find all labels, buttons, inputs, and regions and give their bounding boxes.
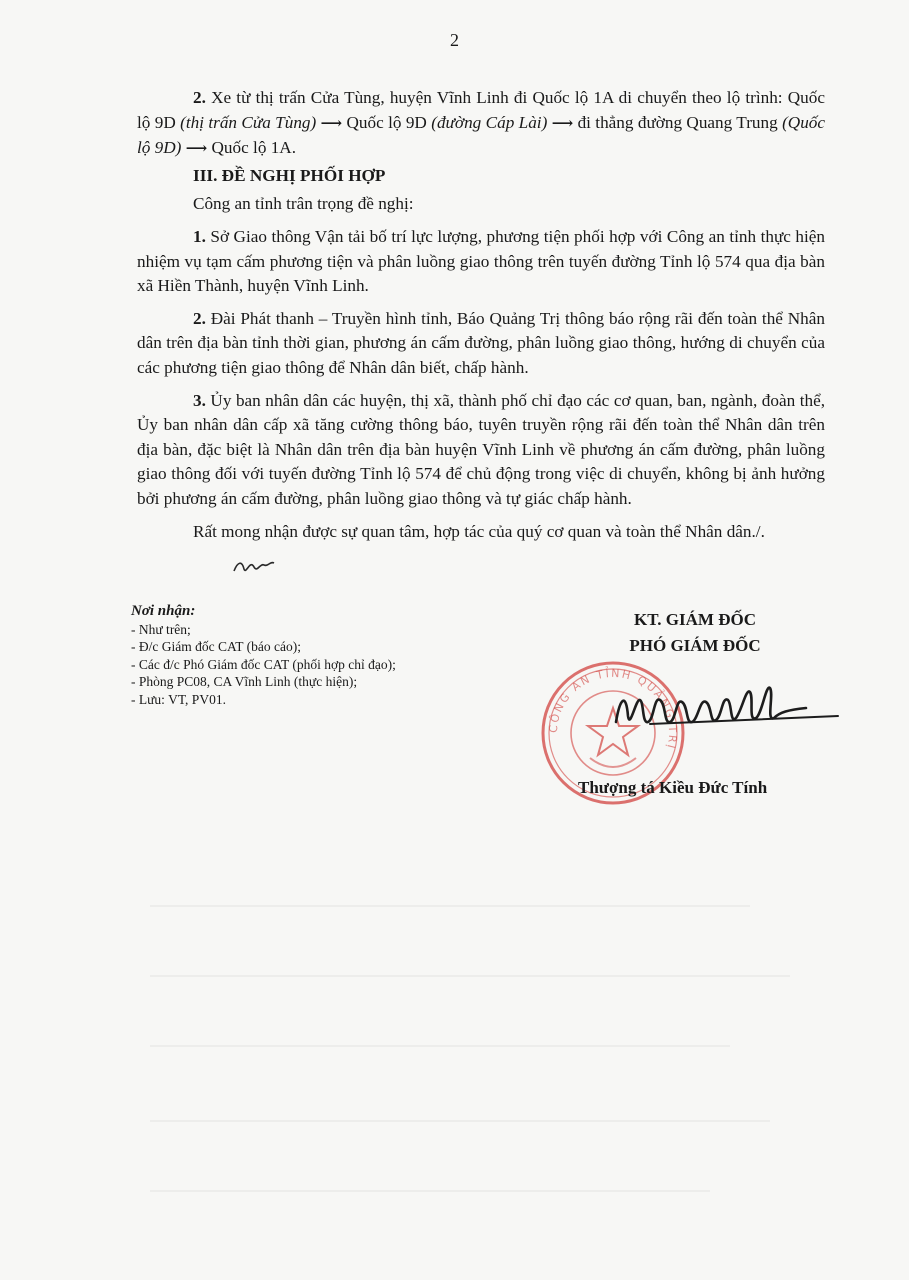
show-through-line [150, 1045, 730, 1047]
signer-name: Thượng tá Kiều Đức Tính [578, 778, 768, 797]
show-through-line [150, 1120, 770, 1122]
request-item-text: Sở Giao thông Vận tải bố trí lực lượng, phương tiện phối hợp với Công an tỉnh thực hiện nhiệm vụ tạm cấm phương tiện và phân luồng giao thông trên tuyến đường Tỉnh lộ 574 qua địa bàn xã Hiền Thành, huyện Vĩnh Linh. [137, 226, 825, 296]
page-number: 2 [450, 30, 459, 50]
route-italic-3: (Quốc lộ 9D) [137, 112, 826, 158]
route-italic-2: (đường Cáp Lài) [431, 112, 548, 132]
request-item [137, 389, 825, 512]
recipient-item: - Lưu: VT, PV01. [131, 691, 226, 707]
route-text-2: Quốc lộ 9D [342, 112, 432, 132]
route-paragraph [137, 86, 825, 162]
show-through-line [150, 905, 750, 907]
document-body [137, 86, 825, 544]
route-number: 2. [193, 88, 206, 107]
section-intro: Công an tỉnh trân trọng đề nghị: [193, 194, 414, 214]
recipient-item: - Các đ/c Phó Giám đốc CAT (phối hợp chỉ đạo); [131, 656, 396, 672]
request-item [137, 307, 825, 381]
arrow-right-icon: ⟶ [185, 141, 208, 158]
signature-title-secondary: PHÓ GIÁM ĐỐC [629, 636, 761, 655]
request-item-number: 2. [193, 308, 206, 328]
request-item-number: 3. [193, 390, 206, 410]
initials-signature-icon [232, 555, 276, 577]
route-text-4: Quốc lộ 1A. [207, 138, 297, 158]
section-heading: III. ĐỀ NGHỊ PHỐI HỢP [193, 165, 386, 185]
request-item-number: 1. [193, 226, 206, 246]
route-italic-1: (thị trấn Cửa Tùng) [180, 112, 317, 132]
request-item [137, 225, 825, 299]
arrow-right-icon: ⟶ [320, 115, 343, 132]
recipients-list [131, 603, 491, 708]
signature-block [546, 608, 850, 808]
show-through-line [150, 1190, 710, 1192]
recipient-item: - Như trên; [131, 621, 191, 637]
signature-title-primary: KT. GIÁM ĐỐC [634, 610, 756, 629]
request-item-text: Ủy ban nhân dân các huyện, thị xã, thành phố chỉ đạo các cơ quan, ban, ngành, đoàn thể, Ủy ban nhân dân cấp xã tăng cường thông báo, tuyên truyền rộng rãi đến toàn thể Nhân dân trên địa bàn, đặc biệt là Nhân dân trên địa bàn huyện Vĩnh Linh về phương án cấm đường, phân luồng giao thông đối với tuyến đường Tỉnh lộ 574 để chủ động trong việc di chuyển, không bị ảnh hưởng bởi phương án cấm đường, phân luồng giao thông và tự giác chấp hành. [137, 390, 825, 508]
show-through-line [150, 975, 790, 977]
arrow-right-icon: ⟶ [551, 115, 574, 132]
recipients-title: Nơi nhận: [131, 603, 196, 619]
recipient-item: - Đ/c Giám đốc CAT (báo cáo); [131, 639, 301, 654]
recipient-item: - Phòng PC08, CA Vĩnh Linh (thực hiện); [131, 674, 358, 689]
route-text-1: Xe từ thị trấn Cửa Tùng, huyện Vĩnh Linh đi Quốc lộ 1A di chuyển theo lộ trình: Quốc lộ 9D [137, 88, 825, 132]
route-text-3: đi thẳng đường Quang Trung [573, 112, 783, 132]
handwritten-signature-icon [610, 678, 840, 738]
closing-paragraph: Rất mong nhận được sự quan tâm, hợp tác của quý cơ quan và toàn thể Nhân dân./. [193, 521, 765, 541]
request-item-text: Đài Phát thanh – Truyền hình tỉnh, Báo Quảng Trị thông báo rộng rãi đến toàn thể Nhân dân trên địa bàn tỉnh thời gian, phương án cấm đường, phân luồng giao thông, hướng di chuyển của các phương tiện giao thông để Nhân dân biết, chấp hành. [137, 308, 825, 377]
seal-text: CÔNG AN TỈNH QUẢNG TRỊ [546, 666, 680, 752]
